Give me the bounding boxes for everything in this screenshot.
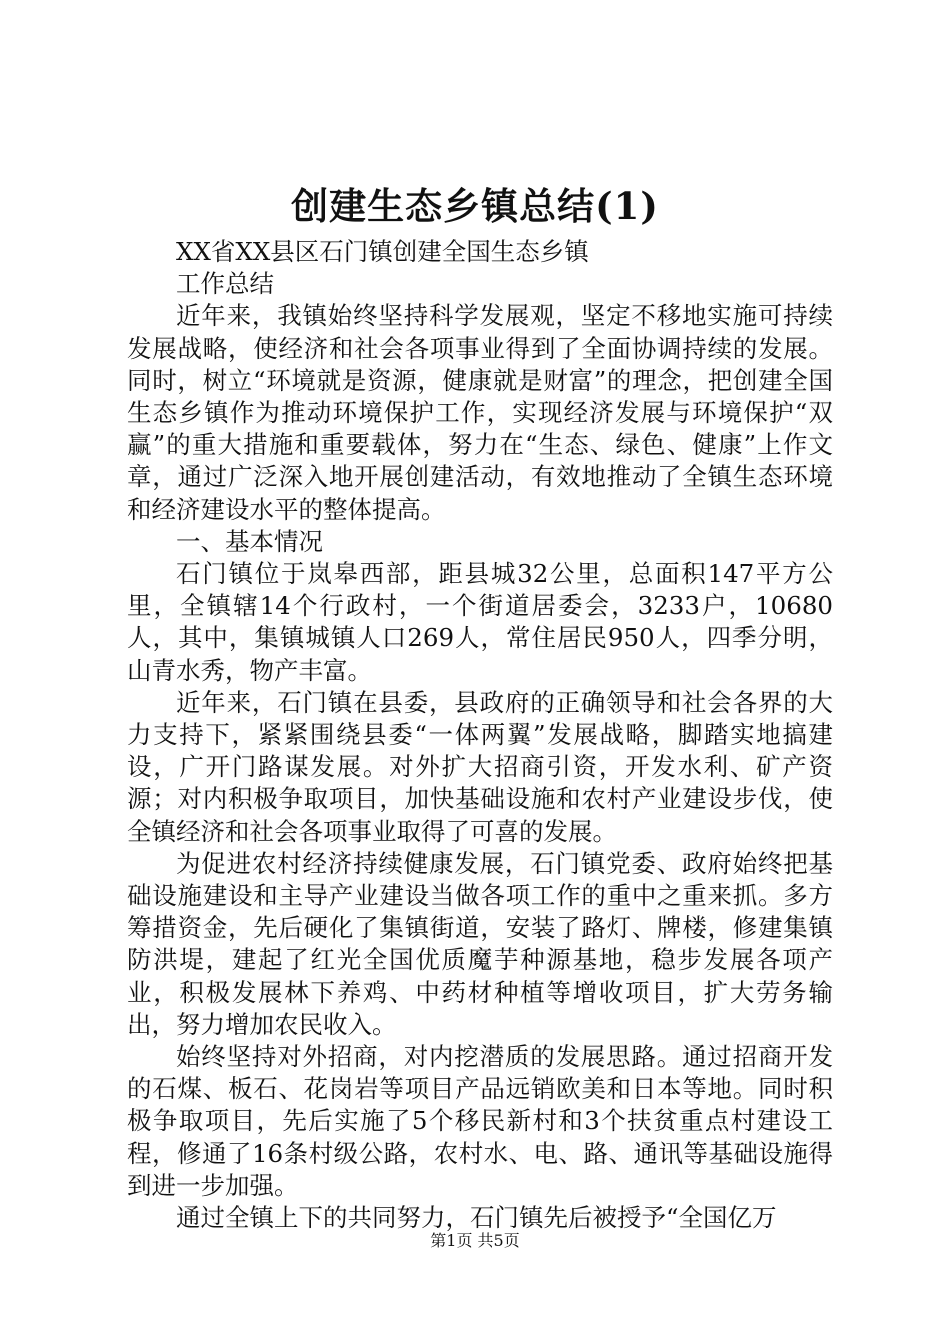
page-footer: 第1页 共5页 — [430, 1231, 520, 1250]
intro-paragraph: 近年来，我镇始终坚持科学发展观，坚定不移地实施可持续发展战略，使经济和社会各项事业得到了全面协调持续的发展。同时，树立“环境就是资源，健康就是财富”的理念，把创建全国生态乡镇作为推动环境保护工作，实现经济发展与环境保护“双赢”的重大措施和重要载体，努力在“生态、绿色、健康”上作文章，通过广泛深入地开展创建活动，有效地推动了全镇生态环境和经济建设水平的整体提高。 — [127, 301, 833, 524]
paragraph-town-overview: 石门镇位于岚皋西部，距县城32公里，总面积147平方公里，全镇辖14个行政村，一个街道居委会，3233户，10680人，其中，集镇城镇人口269人，常住居民950人，四季分明，山青水秀，物产丰富。 — [127, 559, 833, 685]
document-body — [127, 236, 833, 1234]
document-title: 创建生态乡镇总结(1) — [291, 184, 659, 228]
paragraph-infrastructure: 为促进农村经济持续健康发展，石门镇党委、政府始终把基础设施建设和主导产业建设当做各项工作的重中之重来抓。多方筹措资金，先后硬化了集镇街道，安装了路灯、牌楼，修建集镇防洪堤，建起了红光全国优质魔芋种源基地，稳步发展各项产业，积极发展林下养鸡、中药材种植等增收项目，扩大劳务输出，努力增加农民收入。 — [127, 848, 833, 1039]
subtitle-line-1: XX省XX县区石门镇创建全国生态乡镇 — [176, 237, 589, 266]
subtitle-line-2: 工作总结 — [176, 269, 274, 299]
paragraph-investment: 始终坚持对外招商，对内挖潜质的发展思路。通过招商开发的石煤、板石、花岗岩等项目产品远销欧美和日本等地。同时积极争取项目，先后实施了5个移民新村和3个扶贫重点村建设工程，修通了16条村级公路，农村水、电、路、通讯等基础设施得到进一步加强。 — [127, 1042, 833, 1200]
paragraph-awards: 通过全镇上下的共同努力，石门镇先后被授予“全国亿万 — [176, 1203, 777, 1233]
section-heading-basic-situation: 一、基本情况 — [176, 526, 323, 556]
paragraph-development: 近年来，石门镇在县委，县政府的正确领导和社会各界的大力支持下，紧紧围绕县委“一体两翼”发展战略，脚踏实地搞建设，广开门路谋发展。对外扩大招商引资，开发水利、矿产资源；对内积极争取项目，加快基础设施和农村产业建设步伐，使全镇经济和社会各项事业取得了可喜的发展。 — [127, 687, 833, 846]
